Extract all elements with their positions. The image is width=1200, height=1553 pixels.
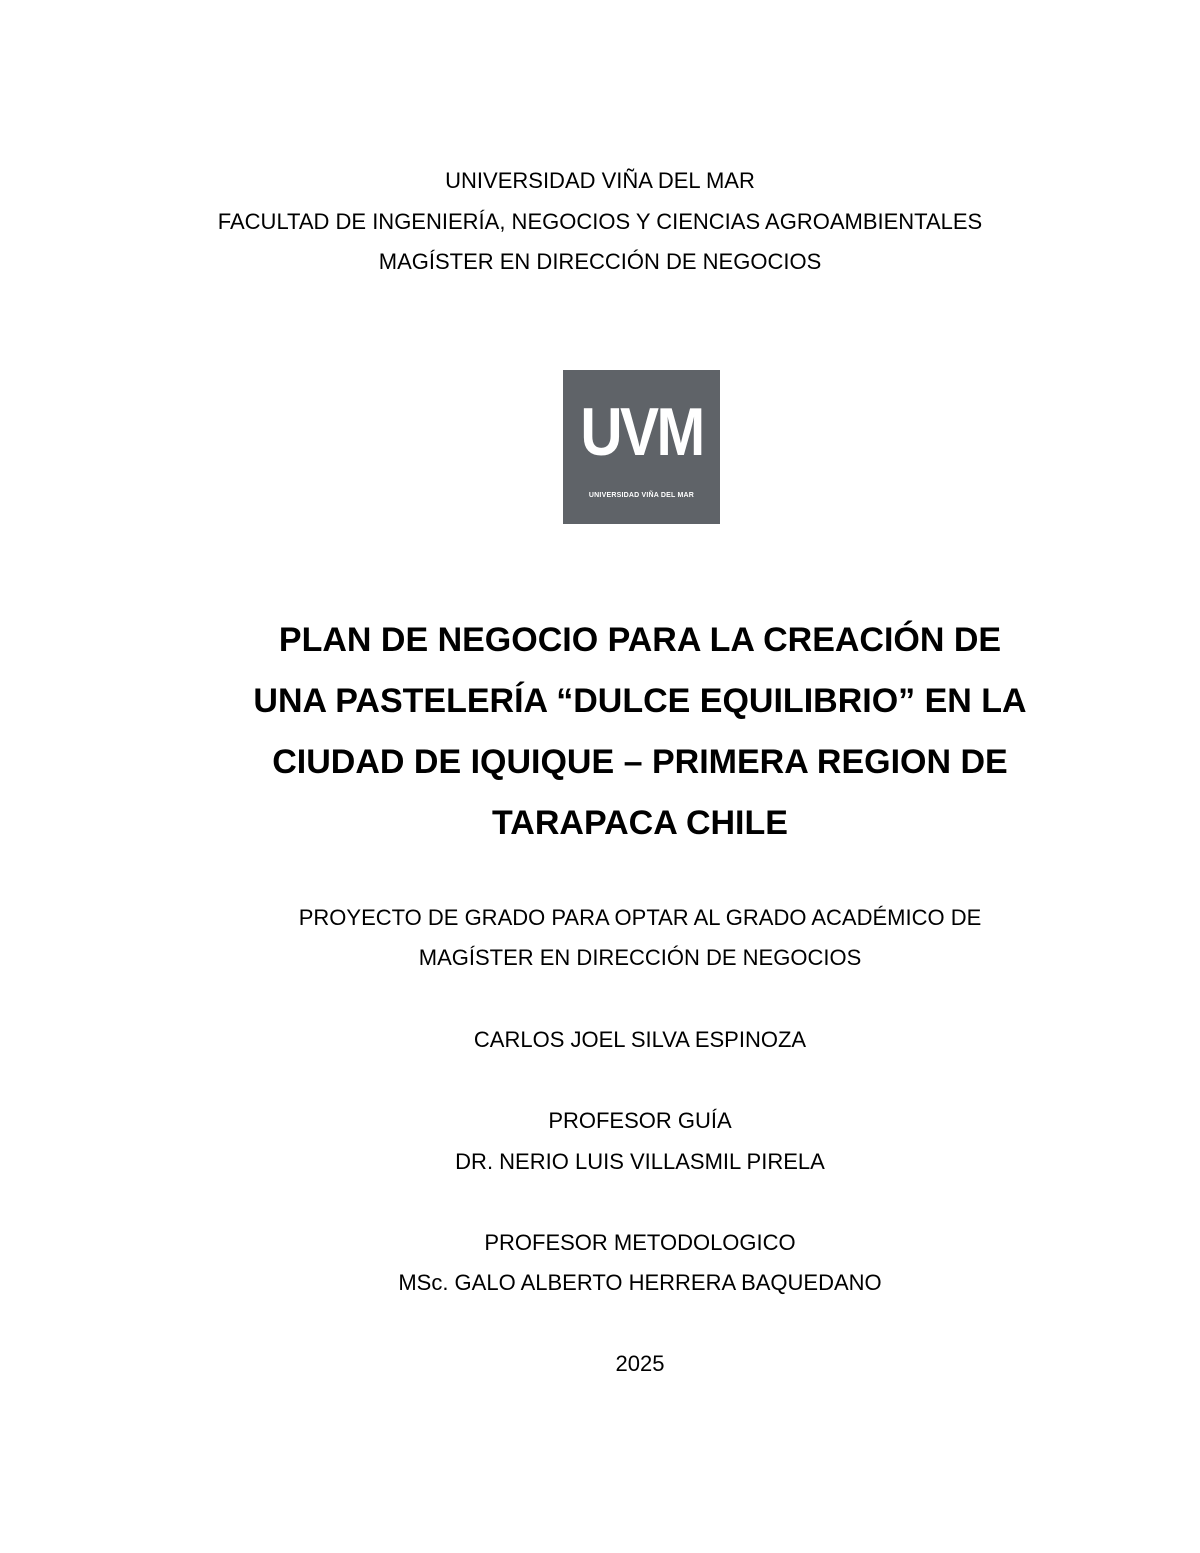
uvm-logo [563, 370, 720, 524]
university-name: UNIVERSIDAD VIÑA DEL MAR [445, 168, 755, 193]
guide-professor-label: PROFESOR GUÍA [548, 1108, 732, 1133]
thesis-title-line-1: PLAN DE NEGOCIO PARA LA CREACIÓN DE [278, 621, 1002, 659]
methodology-professor-label: PROFESOR METODOLOGICO [484, 1230, 796, 1255]
degree-statement-line-1: PROYECTO DE GRADO PARA OPTAR AL GRADO ACADÉMICO DE [298, 905, 982, 930]
thesis-title-line-2: UNA PASTELERÍA “DULCE EQUILIBRIO” EN LA [253, 682, 1027, 720]
methodology-professor-name: MSc. GALO ALBERTO HERRERA BAQUEDANO [398, 1270, 882, 1295]
thesis-title-line-4: TARAPACA CHILE [492, 804, 788, 842]
thesis-title-line-3: CIUDAD DE IQUIQUE – PRIMERA REGION DE [272, 743, 1008, 781]
logo-mark: UVM [580, 394, 703, 470]
year: 2025 [615, 1351, 665, 1376]
program-name: MAGÍSTER EN DIRECCIÓN DE NEGOCIOS [378, 249, 822, 274]
degree-statement-line-2: MAGÍSTER EN DIRECCIÓN DE NEGOCIOS [418, 945, 862, 970]
logo-subtitle: UNIVERSIDAD VIÑA DEL MAR [588, 492, 695, 499]
author-name: CARLOS JOEL SILVA ESPINOZA [473, 1027, 807, 1052]
faculty-name: FACULTAD DE INGENIERÍA, NEGOCIOS Y CIENCIAS AGROAMBIENTALES [217, 209, 983, 234]
guide-professor-name: DR. NERIO LUIS VILLASMIL PIRELA [455, 1149, 825, 1174]
